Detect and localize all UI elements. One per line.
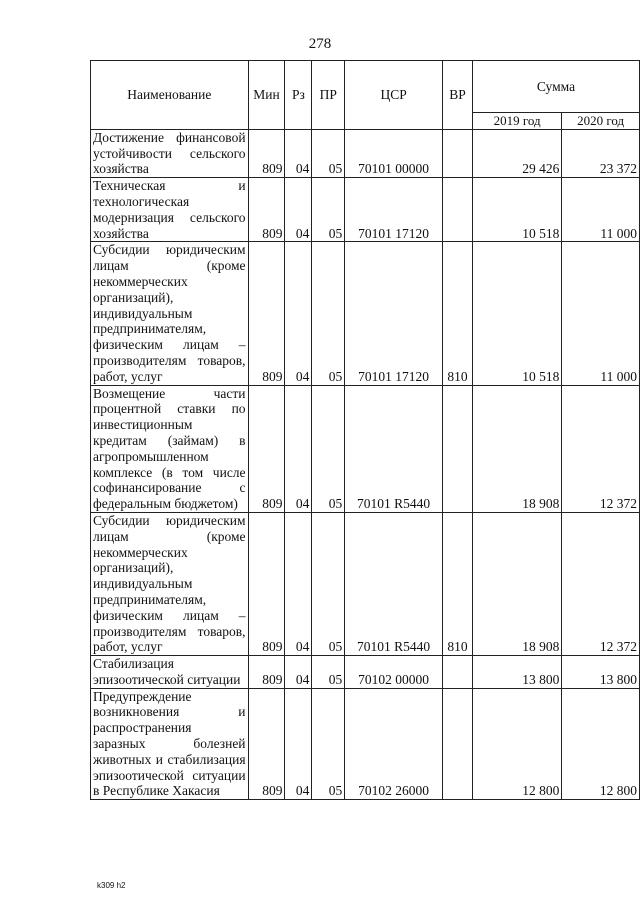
row-name: Субсидии юридическим лицам (кроме некоммерческих организаций), индивидуальным предпринимателям, физическим лицам – производителям товаров, работ, услуг bbox=[91, 512, 249, 655]
row-sum-2019: 29 426 bbox=[472, 129, 561, 177]
row-rz: 04 bbox=[285, 178, 312, 242]
table-row bbox=[91, 129, 640, 177]
header-min: Мин bbox=[248, 61, 285, 130]
row-rz: 04 bbox=[285, 512, 312, 655]
row-rz: 04 bbox=[285, 688, 312, 800]
row-sum-2019: 18 908 bbox=[472, 385, 561, 512]
row-min: 809 bbox=[248, 129, 285, 177]
footer-code: k309 h2 bbox=[97, 881, 126, 890]
row-vr bbox=[442, 385, 472, 512]
row-min: 809 bbox=[248, 178, 285, 242]
row-vr: 810 bbox=[442, 242, 472, 385]
row-pr: 05 bbox=[312, 688, 345, 800]
row-pr: 05 bbox=[312, 656, 345, 689]
header-year-2020: 2020 год bbox=[562, 113, 640, 130]
row-name: Субсидии юридическим лицам (кроме некоммерческих организаций), индивидуальным предпринимателям, физическим лицам – производителям товаров, работ, услуг bbox=[91, 242, 249, 385]
row-vr bbox=[442, 129, 472, 177]
row-pr: 05 bbox=[312, 385, 345, 512]
row-sum-2020: 12 372 bbox=[562, 385, 640, 512]
row-min: 809 bbox=[248, 385, 285, 512]
row-pr: 05 bbox=[312, 129, 345, 177]
header-name: Наименование bbox=[91, 61, 249, 130]
row-min: 809 bbox=[248, 656, 285, 689]
row-csr: 70101 R5440 bbox=[345, 512, 443, 655]
row-sum-2019: 10 518 bbox=[472, 178, 561, 242]
budget-table bbox=[90, 60, 640, 800]
row-sum-2020: 12 372 bbox=[562, 512, 640, 655]
row-sum-2019: 12 800 bbox=[472, 688, 561, 800]
row-vr bbox=[442, 656, 472, 689]
row-sum-2019: 18 908 bbox=[472, 512, 561, 655]
row-rz: 04 bbox=[285, 129, 312, 177]
row-pr: 05 bbox=[312, 242, 345, 385]
row-sum-2019: 10 518 bbox=[472, 242, 561, 385]
table-row bbox=[91, 512, 640, 655]
row-name: Предупреждение возникновения и распространения заразных болезней животных и стабилизация эпизоотической ситуации в Республике Хакасия bbox=[91, 688, 249, 800]
row-name: Техническая и технологическая модернизация сельского хозяйства bbox=[91, 178, 249, 242]
header-rz: Рз bbox=[285, 61, 312, 130]
row-sum-2020: 11 000 bbox=[562, 242, 640, 385]
header-vr: ВР bbox=[442, 61, 472, 130]
row-sum-2020: 23 372 bbox=[562, 129, 640, 177]
row-name: Достижение финансовой устойчивости сельского хозяйства bbox=[91, 129, 249, 177]
header-pr: ПР bbox=[312, 61, 345, 130]
row-csr: 70101 00000 bbox=[345, 129, 443, 177]
table-row bbox=[91, 178, 640, 242]
row-csr: 70101 17120 bbox=[345, 242, 443, 385]
row-sum-2019: 13 800 bbox=[472, 656, 561, 689]
row-min: 809 bbox=[248, 242, 285, 385]
row-pr: 05 bbox=[312, 512, 345, 655]
row-pr: 05 bbox=[312, 178, 345, 242]
row-vr bbox=[442, 178, 472, 242]
table-row bbox=[91, 688, 640, 800]
row-rz: 04 bbox=[285, 385, 312, 512]
row-vr: 810 bbox=[442, 512, 472, 655]
row-min: 809 bbox=[248, 512, 285, 655]
row-csr: 70101 R5440 bbox=[345, 385, 443, 512]
page-number: 278 bbox=[308, 36, 332, 52]
header-year-2019: 2019 год bbox=[472, 113, 561, 130]
table-row bbox=[91, 385, 640, 512]
row-name: Стабилизация эпизоотической ситуации bbox=[91, 656, 249, 689]
row-rz: 04 bbox=[285, 242, 312, 385]
row-csr: 70102 00000 bbox=[345, 656, 443, 689]
row-sum-2020: 11 000 bbox=[562, 178, 640, 242]
row-sum-2020: 12 800 bbox=[562, 688, 640, 800]
row-csr: 70102 26000 bbox=[345, 688, 443, 800]
row-name: Возмещение части процентной ставки по инвестиционным кредитам (займам) в агропромышленном комплексе (в том числе софинансирование с федеральным бюджетом) bbox=[91, 385, 249, 512]
header-csr: ЦСР bbox=[345, 61, 443, 130]
row-min: 809 bbox=[248, 688, 285, 800]
table-row bbox=[91, 242, 640, 385]
row-rz: 04 bbox=[285, 656, 312, 689]
row-sum-2020: 13 800 bbox=[562, 656, 640, 689]
header-sum: Сумма bbox=[472, 61, 639, 113]
row-vr bbox=[442, 688, 472, 800]
row-csr: 70101 17120 bbox=[345, 178, 443, 242]
table-row bbox=[91, 656, 640, 689]
